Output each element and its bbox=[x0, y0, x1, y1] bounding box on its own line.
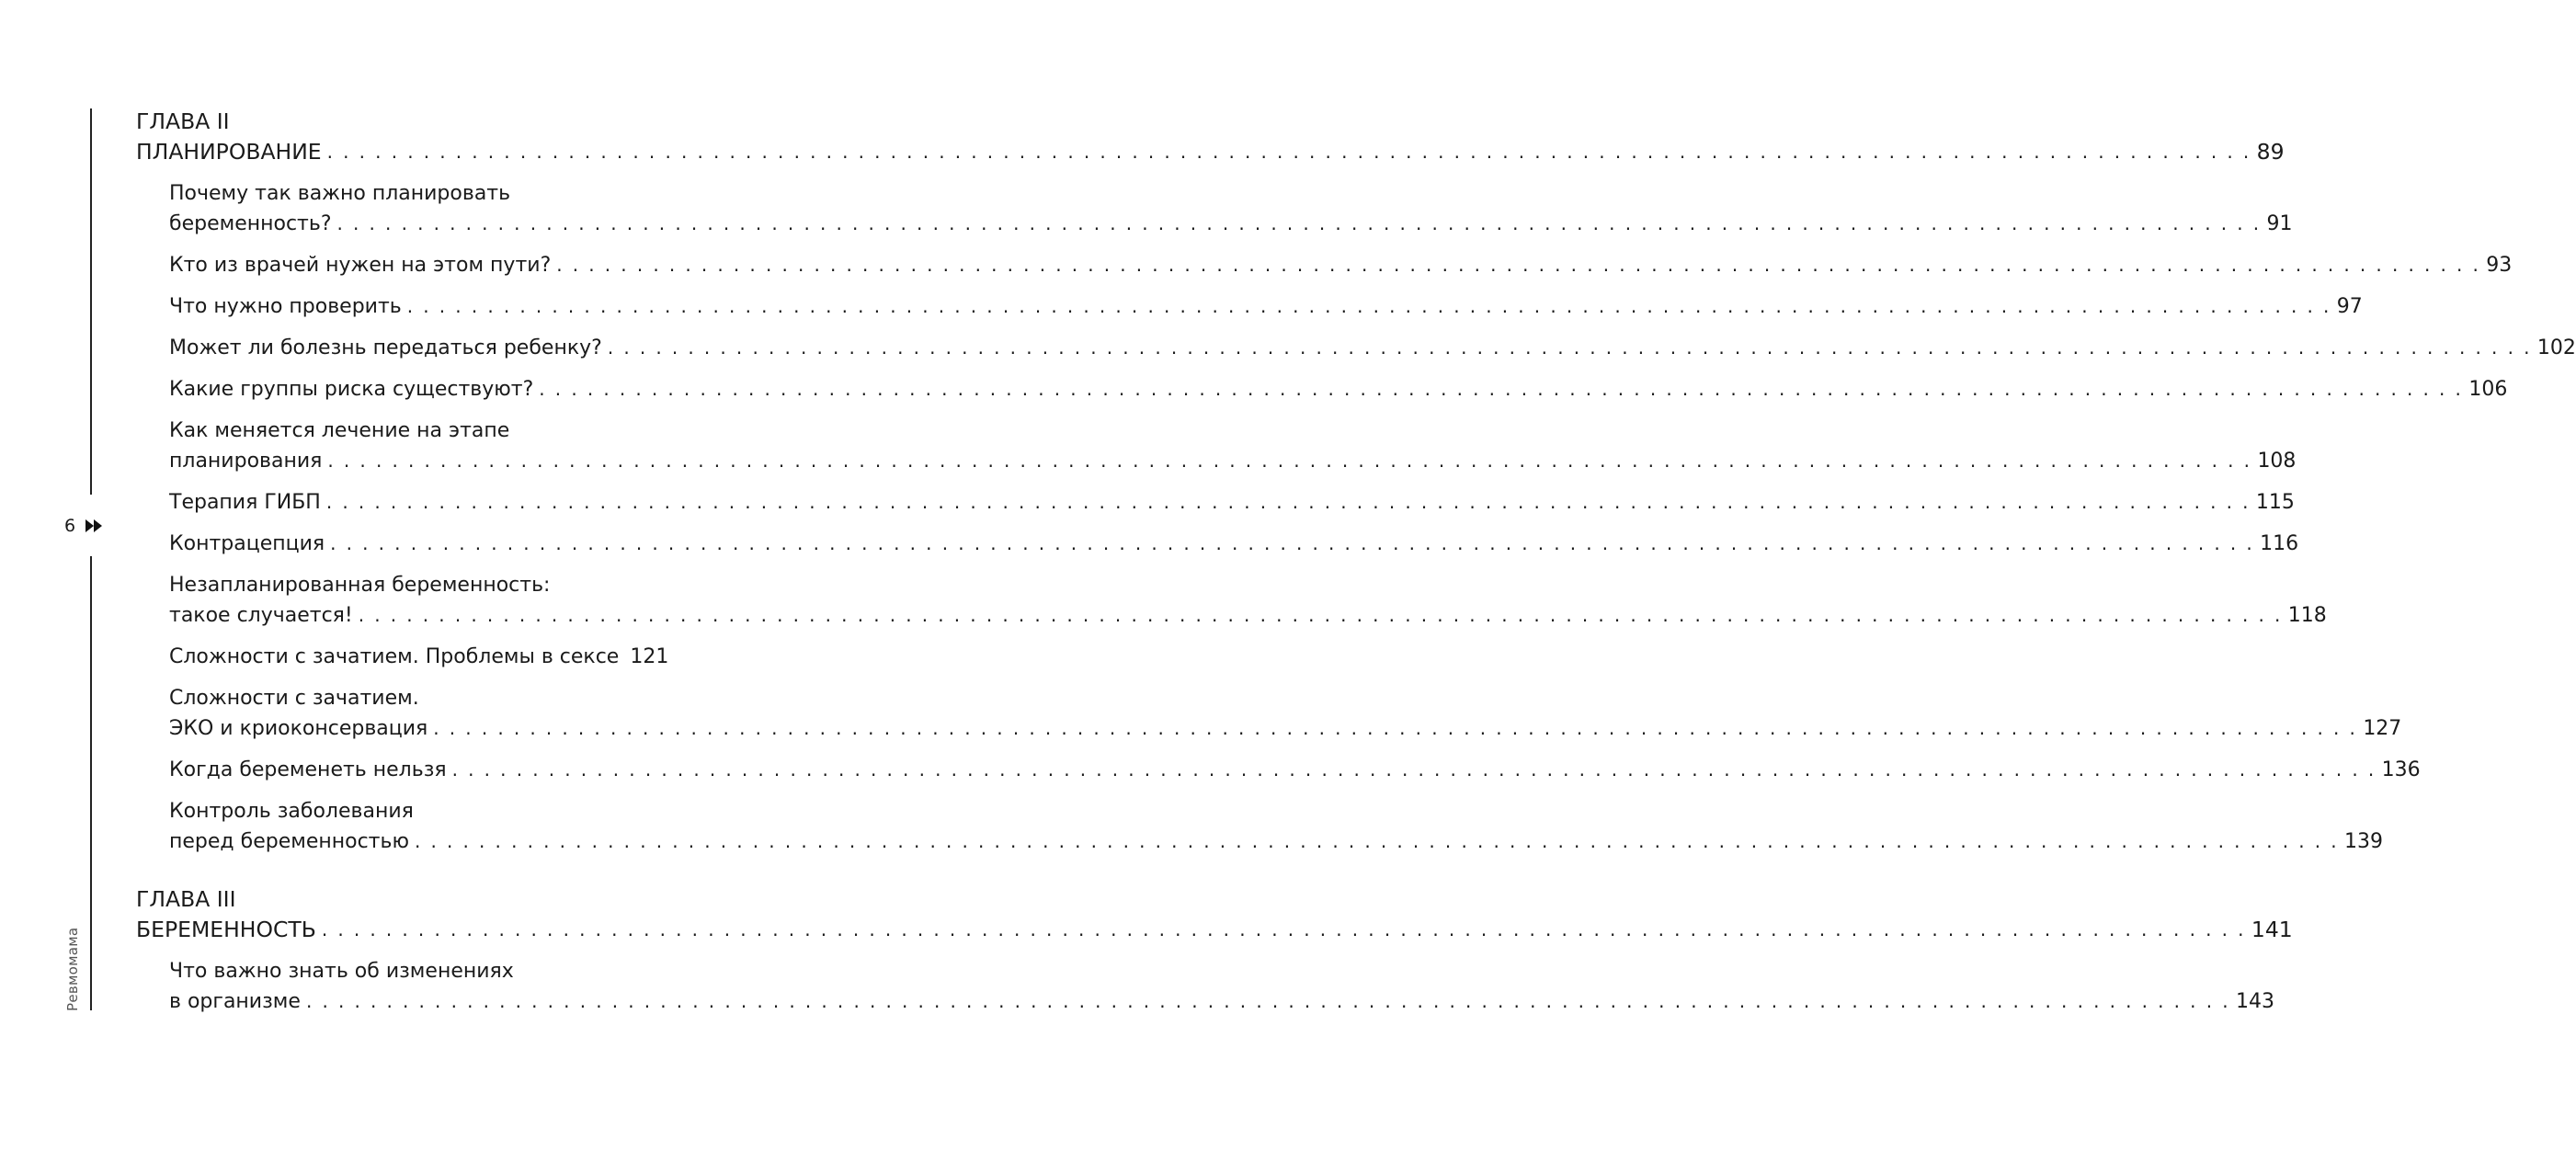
chapter-label-line[interactable] bbox=[136, 107, 667, 137]
toc-entry-line[interactable] bbox=[169, 209, 2293, 239]
dot-leader: . . . . . . . . . . . . . . . . . . . . . . . . . . . . . . . . . . . . . . . . . . . . . . . . . . . . . . . . . . . . . . . . . . . . . . . . . . . . . . . . . . . . . . . . . . . . . . . . . . . . . . . . . . . . . . . . . . . . . . . . bbox=[451, 758, 2377, 781]
dot-leader: . . . . . . . . . . . . . . . . . . . . . . . . . . . . . . . . . . . . . . . . . . . . . . . . . . . . . . . . . . . . . . . . . . . . . . . . . . . . . . . . . . . . . . . . . . . . . . . . . . . . . . . . . . . . . . . . . . . . . . . . bbox=[539, 378, 2464, 400]
toc-entry-title: Терапия ГИБП bbox=[169, 491, 321, 514]
toc-entry-title: беременность? bbox=[169, 212, 332, 235]
chapter-heading bbox=[136, 884, 2293, 945]
toc-entry[interactable] bbox=[169, 291, 2363, 322]
toc-entry-page: 139 bbox=[2344, 830, 2384, 853]
toc-entry-page: 127 bbox=[2363, 717, 2402, 740]
toc-entry-title: Контрацепция bbox=[169, 532, 325, 555]
dot-leader: . . . . . . . . . . . . . . . . . . . . . . . . . . . . . . . . . . . . . . . . . . . . . . . . . . . . . . . . . . . . . . . . . . . . . . . . . . . . . . . . . . . . . . . . . . . . . . . . . . . . . . . . . . . . . . . . . . . . . . . . bbox=[406, 295, 2331, 317]
dot-leader: . . . . . . . . . . . . . . . . . . . . . . . . . . . . . . . . . . . . . . . . . . . . . . . . . . . . . . . . . . . . . . . . . . . . . . . . . . . . . . . . . . . . . . . . . . . . . . . . . . . . . . . . . . . . . . . . . . . . . . . . bbox=[358, 604, 2283, 626]
toc-entry[interactable] bbox=[169, 956, 2274, 1017]
toc-entry-page: 121 bbox=[630, 645, 669, 668]
toc-entry[interactable] bbox=[169, 374, 2508, 405]
toc-entry-page: 97 bbox=[2336, 295, 2363, 318]
toc-entry-page: 143 bbox=[2235, 990, 2274, 1013]
toc-entry-title: Когда беременеть нельзя bbox=[169, 758, 447, 781]
toc-entry-text-line[interactable] bbox=[169, 956, 667, 986]
dot-leader: . . . . . . . . . . . . . . . . . . . . . . . . . . . . . . . . . . . . . . . . . . . . . . . . . . . . . . . . . . . . . . . . . . . . . . . . . . . . . . . . . . . . . . . . . . . . . . . . . . . . . . . . . . . . . . . . . . . . . . . . bbox=[336, 212, 2262, 234]
toc-entry-line[interactable] bbox=[169, 374, 2508, 405]
toc-entry-line[interactable] bbox=[169, 755, 2421, 785]
chapter-line[interactable] bbox=[136, 915, 2293, 945]
toc-entry[interactable] bbox=[169, 250, 2513, 280]
toc-entry-title: планирования bbox=[169, 450, 323, 473]
toc-entry[interactable] bbox=[169, 570, 2327, 631]
double-arrow-icon bbox=[85, 519, 104, 533]
toc-entry-text-line[interactable] bbox=[169, 683, 667, 713]
toc-entry-line[interactable] bbox=[169, 291, 2363, 322]
toc-entry-line[interactable] bbox=[169, 986, 2274, 1017]
margin-rule-bottom bbox=[90, 556, 92, 1010]
chapter-title: ПЛАНИРОВАНИЕ bbox=[136, 139, 322, 165]
toc-entry-text-line[interactable] bbox=[169, 570, 667, 600]
toc-entry-title: в организме bbox=[169, 990, 301, 1013]
margin-rule-top bbox=[90, 108, 92, 495]
toc-entry-line[interactable] bbox=[169, 250, 2513, 280]
toc-entry-text-title: Контроль заболевания bbox=[169, 800, 414, 823]
dot-leader: . . . . . . . . . . . . . . . . . . . . . . . . . . . . . . . . . . . . . . . . . . . . . . . . . . . . . . . . . . . . . . . . . . . . . . . . . . . . . . . . . . . . . . . . . . . . . . . . . . . . . . . . . . . . . . . . . . . . . . . . bbox=[305, 990, 2230, 1012]
dot-leader: . . . . . . . . . . . . . . . . . . . . . . . . . . . . . . . . . . . . . . . . . . . . . . . . . . . . . . . . . . . . . . . . . . . . . . . . . . . . . . . . . . . . . . . . . . . . . . . . . . . . . . . . . . . . . . . . . . . . . . . . bbox=[321, 918, 2246, 940]
toc-entry-title: такое случается! bbox=[169, 604, 353, 627]
toc-entry[interactable] bbox=[169, 683, 2402, 744]
dot-leader: . . . . . . . . . . . . . . . . . . . . . . . . . . . . . . . . . . . . . . . . . . . . . . . . . . . . . . . . . . . . . . . . . . . . . . . . . . . . . . . . . . . . . . . . . . . . . . . . . . . . . . . . . . . . . . . . . . . . . . . . bbox=[414, 830, 2340, 852]
toc-entry[interactable] bbox=[169, 642, 667, 672]
chapter-label-title: ГЛАВА III bbox=[136, 886, 236, 912]
toc-entry-text-line[interactable] bbox=[169, 416, 667, 446]
toc-entry-line[interactable] bbox=[169, 446, 2297, 476]
toc-entry[interactable] bbox=[169, 178, 2293, 239]
toc-entry[interactable] bbox=[169, 487, 2295, 518]
toc-entry[interactable] bbox=[169, 529, 2299, 559]
toc-entry-page: 102 bbox=[2536, 336, 2576, 359]
toc-entry[interactable] bbox=[169, 755, 2421, 785]
toc-entry-page: 116 bbox=[2260, 532, 2299, 555]
dot-leader: . . . . . . . . . . . . . . . . . . . . . . . . . . . . . . . . . . . . . . . . . . . . . . . . . . . . . . . . . . . . . . . . . . . . . . . . . . . . . . . . . . . . . . . . . . . . . . . . . . . . . . . . . . . . . . . . . . . . . . . . bbox=[325, 491, 2251, 513]
toc-entry-page: 106 bbox=[2468, 378, 2508, 401]
toc-entry[interactable] bbox=[169, 416, 2297, 476]
chapter-label-line[interactable] bbox=[136, 884, 667, 915]
toc-entry-text-line[interactable] bbox=[169, 178, 667, 209]
toc-entry-text-title: Почему так важно планировать bbox=[169, 182, 511, 205]
toc-entry-text-title: Сложности с зачатием. bbox=[169, 687, 419, 710]
toc-entry-title: Какие группы риска существуют? bbox=[169, 378, 534, 401]
toc-entry[interactable] bbox=[169, 333, 2576, 363]
dot-leader: . . . . . . . . . . . . . . . . . . . . . . . . . . . . . . . . . . . . . . . . . . . . . . . . . . . . . . . . . . . . . . . . . . . . . . . . . . . . . . . . . . . . . . . . . . . . . . . . . . . . . . . . . . . . . . . . . . . . . . . . bbox=[330, 532, 2255, 554]
toc-entry-line[interactable] bbox=[169, 713, 2402, 744]
toc-entry-line[interactable] bbox=[169, 529, 2299, 559]
toc-entry-title: перед беременностью bbox=[169, 830, 409, 853]
chapter-label-title: ГЛАВА II bbox=[136, 108, 230, 134]
toc-entry-text-title: Как меняется лечение на этапе bbox=[169, 419, 510, 442]
dot-leader: . . . . . . . . . . . . . . . . . . . . . . . . . . . . . . . . . . . . . . . . . . . . . . . . . . . . . . . . . . . . . . . . . . . . . . . . . . . . . . . . . . . . . . . . . . . . . . . . . . . . . . . . . . . . . . . . . . . . . . . . bbox=[326, 141, 2251, 163]
toc-entry-line[interactable] bbox=[169, 826, 2384, 857]
chapter-page: 141 bbox=[2251, 917, 2293, 942]
running-title: Ревмомама bbox=[64, 927, 81, 1011]
dot-leader: . . . . . . . . . . . . . . . . . . . . . . . . . . . . . . . . . . . . . . . . . . . . . . . . . . . . . . . . . . . . . . . . . . . . . . . . . . . . . . . . . . . . . . . . . . . . . . . . . . . . . . . . . . . . . . . . . . . . . . . . bbox=[327, 450, 2252, 472]
toc-entry-title: Кто из врачей нужен на этом пути? bbox=[169, 254, 552, 277]
toc-entry-page: 136 bbox=[2381, 758, 2421, 781]
toc-entry-title: ЭКО и криоконсервация bbox=[169, 717, 428, 740]
chapter-title: БЕРЕМЕННОСТЬ bbox=[136, 917, 316, 942]
toc-entry-title: Что нужно проверить bbox=[169, 295, 402, 318]
toc-entry-text-title: Незапланированная беременность: bbox=[169, 574, 551, 597]
toc-entry-text-line[interactable] bbox=[169, 796, 667, 826]
chapter-line[interactable] bbox=[136, 137, 2285, 167]
toc-entry[interactable] bbox=[169, 796, 2384, 857]
toc-entry-page: 115 bbox=[2255, 491, 2295, 514]
toc-entry-title: Может ли болезнь передаться ребенку? bbox=[169, 336, 602, 359]
toc-entry-text-title: Что важно знать об изменениях bbox=[169, 960, 514, 983]
toc-entry-page: 91 bbox=[2266, 212, 2293, 235]
toc-entry-line[interactable] bbox=[169, 642, 667, 672]
toc-entry-page: 108 bbox=[2257, 450, 2297, 473]
toc-entry-title: Сложности с зачатием. Проблемы в сексе bbox=[169, 645, 620, 668]
dot-leader: . . . . . . . . . . . . . . . . . . . . . . . . . . . . . . . . . . . . . . . . . . . . . . . . . . . . . . . . . . . . . . . . . . . . . . . . . . . . . . . . . . . . . . . . . . . . . . . . . . . . . . . . . . . . . . . . . . . . . . . . bbox=[433, 717, 2358, 739]
toc-entry-page: 93 bbox=[2486, 254, 2513, 277]
toc-entry-line[interactable] bbox=[169, 600, 2327, 631]
toc-entry-page: 118 bbox=[2287, 604, 2327, 627]
chapter-page: 89 bbox=[2256, 139, 2285, 165]
table-of-contents bbox=[136, 107, 2576, 1028]
toc-entry-line[interactable] bbox=[169, 487, 2295, 518]
page-number: 6 bbox=[64, 516, 76, 536]
dot-leader: . . . . . . . . . . . . . . . . . . . . . . . . . . . . . . . . . . . . . . . . . . . . . . . . . . . . . . . . . . . . . . . . . . . . . . . . . . . . . . . . . . . . . . . . . . . . . . . . . . . . . . . . . . . . . . . . . . . . . . . . bbox=[607, 336, 2532, 359]
chapter-heading bbox=[136, 107, 2285, 167]
toc-entry-line[interactable] bbox=[169, 333, 2576, 363]
dot-leader: . . . . . . . . . . . . . . . . . . . . . . . . . . . . . . . . . . . . . . . . . . . . . . . . . . . . . . . . . . . . . . . . . . . . . . . . . . . . . . . . . . . . . . . . . . . . . . . . . . . . . . . . . . . . . . . . . . . . . . . . bbox=[556, 254, 2481, 276]
